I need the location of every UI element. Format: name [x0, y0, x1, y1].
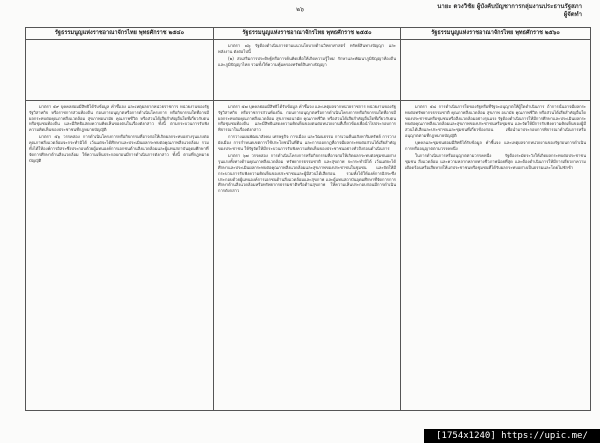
paragraph: มาตรา ๖๗ วรรคสอง การดำเนินโครงการหรือกิจกรรมที่อาจก่อให้เกิดผลกระทบต่อชุมชนอย่างรุนแรงทั้งทางด้านคุณภาพสิ่งแวดล้อม ทรัพยากรธรรมชาติ และสุขภาพ จะกระทำมิได้ เว้นแต่จะได้ศึกษาและประเมินผลกระทบต่อคุณภาพสิ่งแวดล้อมและสุขภาพของประชาชนในชุมชน และจัดให้มีกระบวนการรับฟังความคิดเห็นของประชาชนและผู้มีส่วนได้เสียก่อน รวมทั้งได้ให้องค์การอิสระซึ่งประกอบด้วยผู้แทนองค์การเอกชนด้านสิ่งแวดล้อมและสุขภาพ และผู้แทนสถาบันอุดมศึกษาที่จัดการการศึกษาด้านสิ่งแวดล้อมหรือทรัพยากรธรรมชาติหรือด้านสุขภาพ ให้ความเห็นประกอบก่อนมีการดำเนินการดังกล่าว: [218, 153, 396, 194]
author-role: ผู้จัดทำ: [563, 10, 582, 18]
paragraph: มาตรา ๕๙ บุคคลย่อมมีสิทธิได้รับข้อมูล คำชี้แจง และเหตุผลจากหน่วยราชการ หน่วยงานของรัฐ รัฐวิสาหกิจ หรือราชการส่วนท้องถิ่น ก่อนการอนุญาตหรือการดำเนินโครงการ หรือกิจกรรมใดที่อาจมีผลกระทบต่อคุณภาพสิ่งแวดล้อม สุขภาพอนามัย คุณภาพชีวิต หรือส่วนได้เสียสำคัญอื่นใดที่เกี่ยวกับตนหรือชุมชนท้องถิ่น และมีสิทธิแสดงความคิดเห็นของตนในเรื่องดังกล่าว ทั้งนี้ ตามกระบวนการรับฟังความคิดเห็นของประชาชนที่กฎหมายบัญญัติ: [29, 104, 209, 133]
paragraph: มาตรา ๕๖ วรรคสอง การดำเนินโครงการหรือกิจกรรมที่อาจก่อให้เกิดผลกระทบอย่างรุนแรงต่อคุณภาพสิ่งแวดล้อมจะกระทำมิได้ เว้นแต่จะได้ศึกษาและประเมินผลกระทบต่อคุณภาพสิ่งแวดล้อม รวมทั้งได้ให้องค์การอิสระซึ่งประกอบด้วยผู้แทนองค์การเอกชนด้านสิ่งแวดล้อมและผู้แทนสถาบันอุดมศึกษาที่จัดการศึกษาด้านสิ่งแวดล้อม ให้ความเห็นประกอบก่อนมีการดำเนินการดังกล่าว ทั้งนี้ ตามที่กฎหมายบัญญัติ: [29, 134, 209, 163]
author-line: นายะ ดวงวิชัย ผู้บังคับบัญชาการกลุ่มงานประธานรัฐสภา: [437, 3, 582, 10]
row1-col2-cell: [218, 43, 396, 99]
paragraph: (๒) ส่งเสริมการประดิษฐ์หรือการค้นคิดเพื่อให้เกิดความรู้ใหม่ รักษาและพัฒนาภูมิปัญญาท้องถิ่นและภูมิปัญญาไทย รวมทั้งให้ความคุ้มครองทรัพย์สินทางปัญญา: [218, 56, 396, 67]
column-divider-2: [400, 27, 401, 411]
table-left-border: [25, 27, 26, 411]
table-bottom-border: [25, 410, 591, 411]
header-bottom-border: [25, 39, 591, 40]
table-right-border: [590, 27, 591, 411]
row1-bottom-border: [25, 100, 591, 101]
column-heading-2540: รัฐธรรมนูญแห่งราชอาณาจักรไทย พุทธศักราช ๒๕๔๐: [54, 30, 185, 36]
paragraph: การวางแผนพัฒนาสังคม เศรษฐกิจ การเมือง และวัฒนธรรม การเวนคืนอสังหาริมทรัพย์ การวางผังเมือง การกำหนดเขตการใช้ประโยชน์ในที่ดิน และการออกกฎที่อาจมีผลกระทบต่อส่วนได้เสียสำคัญของประชาชน ให้รัฐจัดให้มีกระบวนการรับฟังความคิดเห็นของประชาชนอย่างทั่วถึงก่อนดำเนินการ: [218, 134, 396, 152]
row2-col2-cell: [218, 104, 396, 408]
paragraph: ในการดำเนินการหรืออนุญาตตามวรรคหนึ่ง รัฐต้องระมัดระวังให้เกิดผลกระทบต่อประชาชน ชุมชน สิ่งแวดล้อม และความหลากหลายทางชีวภาพน้อยที่สุด และต้องดำเนินการให้มีการเยียวยาความเดือดร้อนหรือเสียหายให้แก่ประชาชนหรือชุมชนที่ได้รับผลกระทบอย่างเป็นธรรมและโดยไม่ชักช้า: [405, 153, 586, 170]
paragraph: มาตรา ๕๗ บุคคลย่อมมีสิทธิได้รับข้อมูล คำชี้แจง และเหตุผลจากหน่วยราชการ หน่วยงานของรัฐ รัฐวิสาหกิจ หรือราชการส่วนท้องถิ่น ก่อนการอนุญาตหรือการดำเนินโครงการหรือกิจกรรมใดที่อาจมีผลกระทบต่อคุณภาพสิ่งแวดล้อม สุขภาพอนามัย คุณภาพชีวิต หรือส่วนได้เสียสำคัญอื่นใดที่เกี่ยวกับตนหรือชุมชนท้องถิ่น และมีสิทธิแสดงความคิดเห็นของตนต่อหน่วยงานที่เกี่ยวข้องเพื่อนำไปประกอบการพิจารณาในเรื่องดังกล่าว: [218, 104, 396, 133]
author-block: [437, 3, 582, 18]
column-heading-2550: รัฐธรรมนูญแห่งราชอาณาจักรไทย พุทธศักราช ๒๕๕๐: [242, 30, 372, 36]
column-divider-1: [213, 27, 214, 411]
page-number: ๒๖: [296, 6, 304, 13]
row2-col3-cell: [405, 104, 586, 408]
paragraph: มาตรา ๕๘ การดำเนินการใดของรัฐหรือที่รัฐจะอนุญาตให้ผู้ใดดำเนินการ ถ้าการนั้นอาจมีผลกระทบต่อทรัพยากรธรรมชาติ คุณภาพสิ่งแวดล้อม สุขภาพ อนามัย คุณภาพชีวิต หรือส่วนได้เสียสำคัญอื่นใดของประชาชนหรือชุมชนหรือสิ่งแวดล้อมอย่างรุนแรง รัฐต้องดำเนินการให้มีการศึกษาและประเมินผลกระทบต่อคุณภาพสิ่งแวดล้อมและสุขภาพของประชาชนหรือชุมชน และจัดให้มีการรับฟังความคิดเห็นของผู้มีส่วนได้เสียและประชาชนและชุมชนที่เกี่ยวข้องก่อน เพื่อนำมาประกอบการพิจารณาดำเนินการหรืออนุญาตตามที่กฎหมายบัญญัติ: [405, 104, 586, 138]
column-heading-2560: รัฐธรรมนูญแห่งราชอาณาจักรไทย พุทธศักราช ๒๕๖๐: [431, 30, 560, 36]
row2-col1-cell: [29, 104, 209, 408]
paragraph: บุคคลและชุมชนย่อมมีสิทธิได้รับข้อมูล คำชี้แจง และเหตุผลจากหน่วยงานของรัฐก่อนการดำเนินการหรืออนุญาตตามวรรคหนึ่ง: [405, 140, 586, 152]
image-size-watermark: [1754x1240] https://upic.me/: [424, 429, 600, 443]
paragraph: มาตรา ๘๖ รัฐต้องดำเนินการตามแนวนโยบายด้านวิทยาศาสตร์ ทรัพย์สินทางปัญญา และพลังงาน ดังต่อไปนี้: [218, 43, 396, 54]
